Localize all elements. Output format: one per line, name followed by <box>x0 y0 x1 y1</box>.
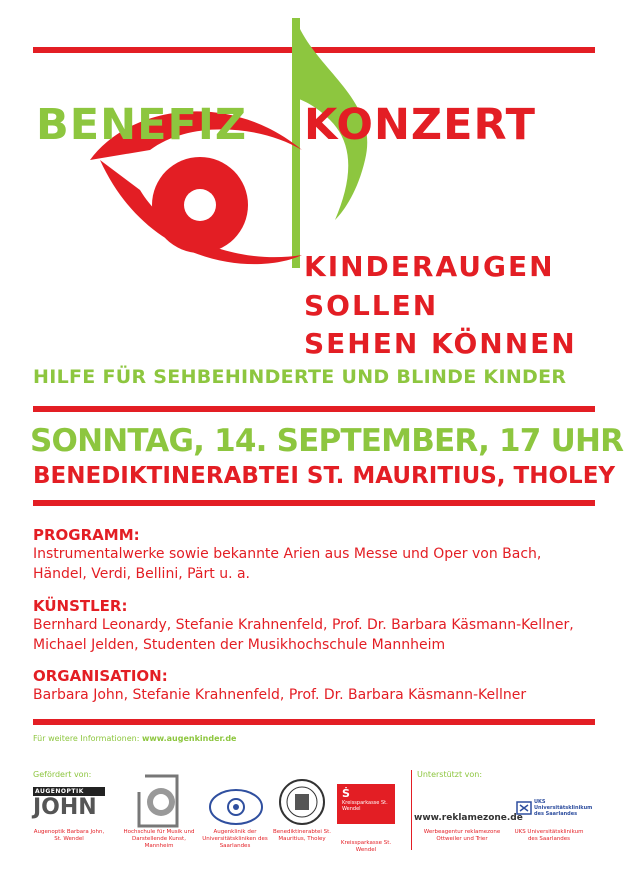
funded-label: Gefördert von: <box>33 770 92 779</box>
title-benefiz: BENEFIZ <box>36 100 248 150</box>
supported-label: Unterstützt von: <box>417 770 483 779</box>
event-date: SONNTAG, 14. SEPTEMBER, 17 UHR <box>30 423 624 459</box>
uks-logo-row <box>516 799 593 817</box>
rule-2 <box>33 406 595 412</box>
sparkasse-logo-text: Kreissparkasse St. Wendel <box>342 800 388 812</box>
subtitle: HILFE FÜR SEHBEHINDERTE UND BLINDE KINDER <box>33 366 567 388</box>
eye-highlight <box>184 189 216 221</box>
organisation-text: Barbara John, Stefanie Krahnenfeld, Prof. Dr. Barbara Käsmann-Kellner <box>33 687 527 703</box>
augenoptik-bar: AUGENOPTIK <box>33 787 105 796</box>
info-url[interactable]: www.augenkinder.de <box>141 734 237 743</box>
rule-3 <box>33 500 595 506</box>
programm-heading: PROGRAMM: <box>33 526 140 544</box>
event-venue: BENEDIKTINERABTEI ST. MAURITIUS, THOLEY <box>33 463 616 489</box>
motto-line-3: SEHEN KÖNNEN <box>304 327 577 360</box>
logo-reklamezone: www.reklamezone.de <box>414 813 523 823</box>
caption-benediktinerabtei: Benediktinerabtei St. Mauritius, Tholey <box>272 829 332 842</box>
john-wordmark: JOHN <box>33 795 97 820</box>
logo-augenklinik <box>208 787 264 827</box>
caption-hochschule: Hochschule für Musik und Darstellende Kunst, Mannheim <box>123 829 195 849</box>
motto-line-1: KINDERAUGEN <box>304 250 555 283</box>
caption-augenoptik: Augenoptik Barbara John, St. Wendel <box>33 829 105 842</box>
caption-uks: UKS Universitätsklinikum des Saarlandes <box>514 829 584 842</box>
uks-logo-text: UKS Universitätsklinikum des Saarlandes <box>534 799 593 817</box>
kuenstler-heading: KÜNSTLER: <box>33 597 128 615</box>
caption-augenklinik: Augenklinik der Universitätskliniken des Saarlandes <box>202 829 268 849</box>
uks-emblem-icon <box>516 801 532 815</box>
logo-benediktinerabtei <box>278 778 326 826</box>
logo-augenoptik-john <box>33 787 105 825</box>
info-label: Für weitere Informationen: <box>33 734 140 743</box>
organisation-heading: ORGANISATION: <box>33 667 168 685</box>
motto-line-2: SOLLEN <box>304 289 439 322</box>
kuenstler-text: Bernhard Leonardy, Stefanie Krahnenfeld, Prof. Dr. Barbara Käsmann-Kellner, Michael Jelden, Studenten der Musikhochschule Mannheim <box>33 617 574 653</box>
logo-hochschule <box>137 774 187 828</box>
logo-kreissparkasse <box>337 784 395 824</box>
logo-uks <box>516 799 593 817</box>
programm-text: Instrumentalwerke sowie bekannte Arien aus Messe und Oper von Bach, Händel, Verdi, Bellini, Pärt u. a. <box>33 546 542 582</box>
caption-kreissparkasse: Kreissparkasse St. Wendel <box>340 840 392 853</box>
sponsor-divider <box>411 770 412 850</box>
sparkasse-icon: Ṡ <box>342 787 350 800</box>
caption-reklamezone: Werbeagentur reklamezone Ottweiler und Trier <box>423 829 501 842</box>
rule-4 <box>33 719 595 725</box>
title-konzert: KONZERT <box>304 100 536 150</box>
info-line <box>33 734 236 743</box>
